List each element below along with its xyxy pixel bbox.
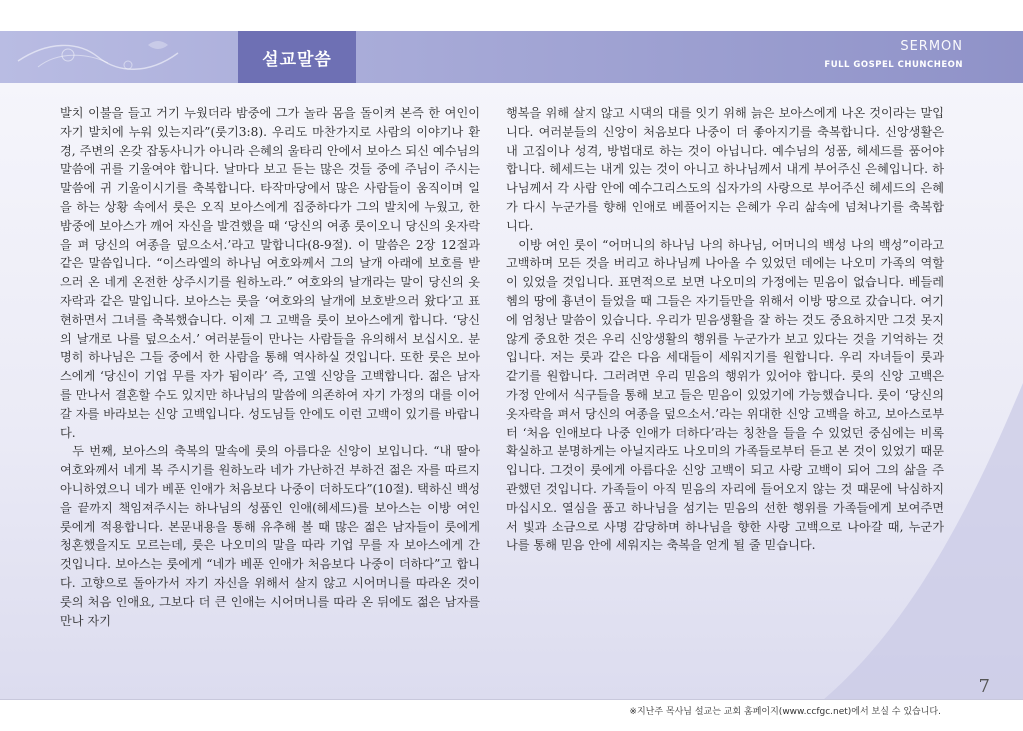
footer-note: ※지난주 목사님 설교는 교회 홈페이지(www.ccfgc.net)에서 보실 수 있습니다.: [629, 707, 941, 717]
church-name: FULL GOSPEL CHUNCHEON: [824, 60, 963, 70]
left-column: [60, 104, 480, 630]
right-column: [506, 104, 944, 555]
paragraph: 발치 이불을 들고 거기 누웠더라 밤중에 그가 놀라 몸을 돌이켜 본즉 한 여인이 자기 발치에 누워 있는지라”(룻기3:8). 우리도 마찬가지로 사람의 이야기나 환경, 주변의 온갖 잡동사니가 아니라 은혜의 울타리 안에서 보아스 되신 예수님의 말씀에 귀를 기울여야 합니다. 날마다 보고 듣는 많은 것들 중에 주님이 주시는 말씀에 귀 기울이시기를 축복합니다. 타작마당에서 많은 사람들이 움직이며 일을 하는 상황 속에서 룻은 오직 보아스에게 집중하다가 그의 발치에 누웠고, 한밤중에 보아스가 깨어 자신을 발견했을 때 ‘당신의 여종 룻이오니 당신의 옷자락을 펴 당신의 여종을 덮으소서.’라고 말합니다(8-9절). 이 말씀은 2장 12절과 같은 말씀입니다. “이스라엘의 하나님 여호와께서 그의 날개 아래에 보호를 받으러 온 네게 온전한 상주시기를 원하노라.” 여호와의 날개라는 말이 당신의 옷자락과 같은 말입니다. 보아스는 룻을 ‘여호와의 날개에 보호받으러 왔다’고 표현하면서 그녀를 축복했습니다. 이제 그 고백을 룻이 보아스에게 합니다. ‘당신의 날개로 나를 덮으소서.’ 여러분들이 만나는 사람들을 유의해서 보십시오. 분명히 하나님은 그들 중에서 한 사람을 통해 역사하실 것입니다. 또한 룻은 보아스에게 ‘당신이 기업 무를 자가 됨이라’ 즉, 고엘 신앙을 고백합니다. 젊은 남자를 만나서 결혼할 수도 있지만 하나님의 말씀에 의존하여 자기 가정의 대를 이어갈 자를 바라보는 신앙 고백입니다. 성도님들 안에도 이런 고백이 있기를 바랍니다.: [60, 106, 480, 440]
page-title: 설교말씀: [238, 31, 356, 83]
section-label: SERMON: [900, 39, 963, 54]
footer-divider: [0, 699, 1023, 700]
ornament-swirl-icon: [8, 31, 208, 83]
header-right: [824, 39, 963, 70]
paragraph: 두 번째, 보아스의 축복의 말속에 룻의 아름다운 신앙이 보입니다. “내 딸아 여호와께서 네게 복 주시기를 원하노라 네가 가난하건 부하건 젊은 자를 따르지 아니하였으니 네가 베푼 인애가 처음보다 나중이 더하도다”(10절). 택하신 백성을 끝까지 책임져주시는 하나님의 성품인 인애(헤세드)를 보아스는 이방 여인 룻에게 적용합니다. 본문내용을 통해 유추해 볼 때 많은 젊은 남자들이 룻에게 청혼했을지도 모르는데, 룻은 나오미의 말을 따라 기업 무를 자 보아스에게 간 것입니다. 보아스는 룻에게 “네가 베푼 인애가 처음보다 나중이 더하다”고 합니다. 고향으로 돌아가서 자기 자신을 위해서 살지 않고 시어머니를 따라온 것이 룻의 처음 인애요, 그보다 더 큰 인애는 시어머니를 따라 온 뒤에도 젊은 남자를 만나 자기: [60, 444, 480, 628]
header-band: [0, 31, 1023, 83]
page-number: 7: [978, 676, 990, 697]
paragraph: 이방 여인 룻이 “어머니의 하나님 나의 하나님, 어머니의 백성 나의 백성”이라고 고백하며 모든 것을 버리고 하나님께 나아올 수 있었던 데에는 나오미 가족의 역할이 있었을 것입니다. 표면적으로 보면 나오미의 가정에는 믿음이 없습니다. 베들레헴의 땅에 흉년이 들었을 때 그들은 자기들만을 위해서 이방 땅으로 갔습니다. 여기에 엄청난 말씀이 있습니다. 우리가 믿음생활을 잘 하는 것도 중요하지만 그것 못지않게 중요한 것은 우리 신앙생활의 행위를 누군가가 보고 있다는 것을 기억하는 것입니다. 저는 룻과 같은 다음 세대들이 세워지기를 원합니다. 우리 자녀들이 룻과 같기를 원합니다. 그러려면 우리 믿음의 행위가 있어야 합니다. 룻의 신앙 고백은 가정 안에서 식구들을 통해 보고 들은 믿음이 있었기에 가능했습니다. 룻이 ‘당신의 옷자락을 펴서 당신의 여종을 덮으소서.’라는 위대한 신앙 고백을 하고, 보아스로부터 ‘처음 인애보다 나중 인애가 더하다’라는 칭찬을 들을 수 있었던 중심에는 비록 확실하고 분명하게는 아닐지라도 나오미의 가족들로부터 듣고 본 것이 있었기 때문입니다. 그것이 룻에게 아름다운 신앙 고백이 되고 사랑 고백이 되어 그의 삶을 주관했던 것입니다. 가족들이 아직 믿음의 자리에 들어오지 않는 것 때문에 낙심하지 마십시오. 열심을 품고 하나님을 섬기는 믿음의 선한 행위를 가족들에게 보여주면서 빛과 소금으로 사명 감당하며 하나님을 향한 사랑 고백으로 나아갈 때, 누군가 나를 통해 믿음 안에 세워지는 축복을 얻게 될 줄 믿습니다.: [506, 237, 944, 553]
paragraph: 행복을 위해 살지 않고 시댁의 대를 잇기 위해 늙은 보아스에게 나온 것이라는 말입니다. 여러분들의 신앙이 처음보다 나중이 더 좋아지기를 축복합니다. 신앙생활은 내 고집이나 성격, 방법대로 하는 것이 아닙니다. 예수님의 성품, 헤세드를 품어야 합니다. 헤세드는 내게 있는 것이 아니고 하나님께서 내게 부어주신 은혜입니다. 하나님께서 각 사람 안에 예수그리스도의 십자가의 사랑으로 부어주신 헤세드의 은혜가 다시 누군가를 향해 인애로 베풀어지는 은혜가 우리 삶속에 넘쳐나기를 축복합니다.: [506, 106, 944, 233]
